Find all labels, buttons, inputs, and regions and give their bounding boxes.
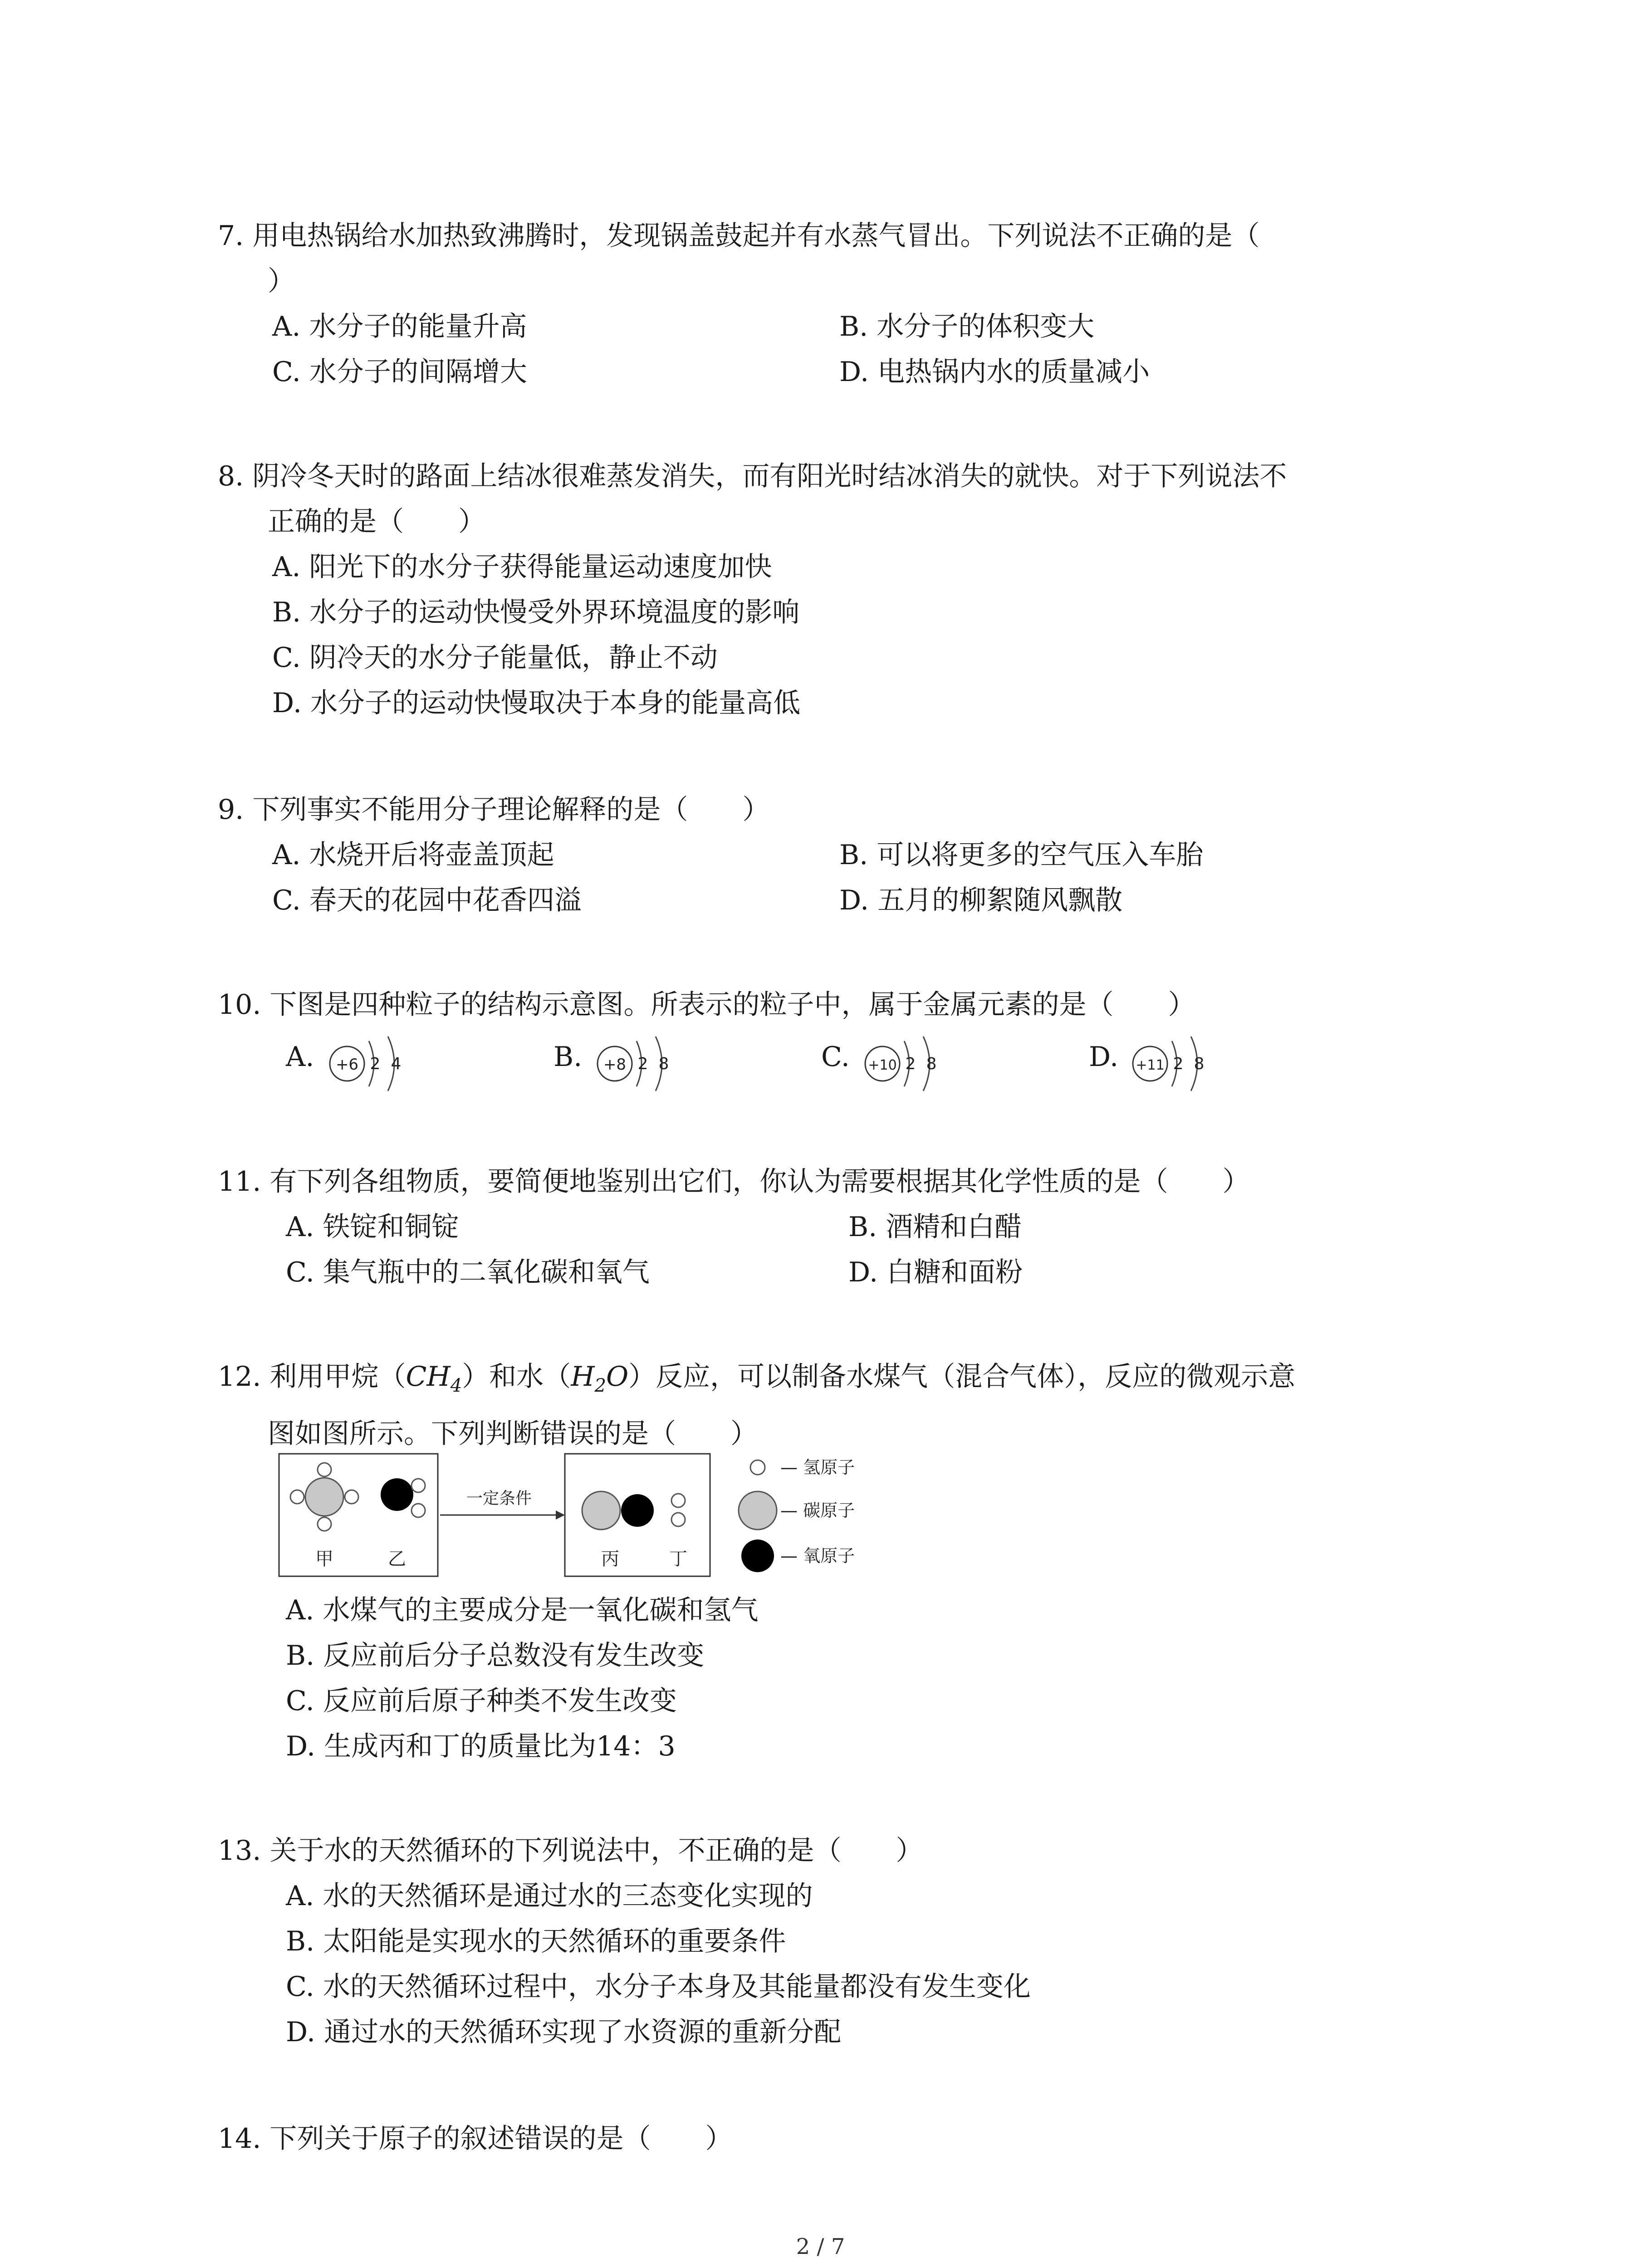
q10-option-b-letter: B. [554,1041,583,1073]
nucleus-charge: +11 [1136,1057,1165,1073]
q12-stem-pre: 12. 利用甲烷（ [218,1361,406,1393]
chem-ch4: $CH_4$ [406,1361,462,1396]
chem-h2o: $H_2O$ [571,1361,629,1396]
hydrogen-atom [411,1479,425,1492]
question-12-stem-continued: 图如图所示。下列判断错误的是（ ） [268,1418,758,1450]
hydrogen-atom [290,1490,304,1504]
page-number: 2 / 7 [796,2234,845,2259]
nucleus-charge: +8 [603,1056,627,1074]
q11-option-a[interactable]: A. 铁锭和铜锭 [286,1211,459,1243]
legend-carbon-label: — 碳原子 [780,1501,855,1520]
shell-2-electrons: 8 [1194,1055,1205,1073]
hydrogen-atom [345,1490,358,1504]
question-13-stem: 13. 关于水的天然循环的下列说法中，不正确的是（ ） [218,1835,923,1867]
q10-option-b[interactable] [554,1034,669,1080]
q9-option-b[interactable]: B. 可以将更多的空气压入车胎 [839,839,1204,871]
q8-option-a[interactable]: A. 阳光下的水分子获得能量运动速度加快 [272,551,772,583]
hydrogen-atom [671,1513,685,1526]
q8-option-b[interactable]: B. 水分子的运动快慢受外界环境温度的影响 [272,596,800,628]
label-jia: 甲 [315,1549,333,1569]
hydrogen-atom [318,1517,331,1531]
oxygen-atom [621,1494,654,1527]
q7-option-d[interactable]: D. 电热锅内水的质量减小 [839,356,1150,388]
question-8-stem-continued: 正确的是（ ） [268,506,485,538]
atom-structure-diagram-b [592,1027,692,1100]
arrow-label: 一定条件 [466,1489,532,1508]
q7-option-b[interactable]: B. 水分子的体积变大 [839,311,1095,342]
reaction-micro-diagram [277,1452,1025,1583]
q13-option-b[interactable]: B. 太阳能是实现水的天然循环的重要条件 [286,1926,786,1957]
question-9-stem: 9. 下列事实不能用分子理论解释的是（ ） [218,794,770,826]
carbon-atom [582,1491,620,1530]
atom-structure-diagram-a [324,1027,424,1100]
question-12-stem [218,1354,1443,1408]
q13-option-a[interactable]: A. 水的天然循环是通过水的三态变化实现的 [286,1880,813,1912]
q12-option-a[interactable]: A. 水煤气的主要成分是一氧化碳和氢气 [286,1594,759,1626]
label-yi: 乙 [388,1549,406,1569]
q9-option-a[interactable]: A. 水烧开后将壶盖顶起 [272,839,554,871]
legend-hydrogen-label: — 氢原子 [780,1457,855,1477]
q10-option-c-letter: C. [821,1041,850,1073]
question-7-stem-continued: ） [268,265,295,297]
q12-option-d[interactable]: D. 生成丙和丁的质量比为14：3 [286,1730,676,1762]
legend-oxygen-symbol [741,1540,774,1572]
nucleus-charge: +10 [868,1057,897,1073]
q12-option-c[interactable]: C. 反应前后原子种类不发生改变 [286,1685,677,1717]
q11-option-c[interactable]: C. 集气瓶中的二氧化碳和氧气 [286,1256,650,1288]
shell-2-electrons: 8 [658,1055,669,1073]
nucleus-charge: +6 [335,1056,359,1074]
hydrogen-atom [318,1463,331,1476]
hydrogen-atom [411,1504,425,1517]
carbon-atom [305,1478,343,1516]
q11-option-b[interactable]: B. 酒精和白醋 [848,1211,1022,1243]
q12-stem-post: ）反应，可以制备水煤气（混合气体），反应的微观示意 [628,1361,1296,1393]
hydrogen-atom [671,1494,685,1507]
question-11-stem: 11. 有下列各组物质，要简便地鉴别出它们，你认为需要根据其化学性质的是（ ） [218,1166,1250,1198]
q10-option-a[interactable] [286,1034,402,1080]
q10-option-c[interactable] [821,1034,937,1080]
label-bing: 丙 [601,1549,619,1569]
legend-carbon-symbol [739,1491,777,1530]
label-ding: 丁 [669,1549,687,1569]
shell-2-electrons: 4 [391,1055,402,1073]
question-7-stem: 7. 用电热锅给水加热致沸腾时，发现锅盖鼓起并有水蒸气冒出。下列说法不正确的是（ [218,220,1260,252]
q11-option-d[interactable]: D. 白糖和面粉 [848,1256,1023,1288]
q13-option-c[interactable]: C. 水的天然循环过程中，水分子本身及其能量都没有发生变化 [286,1971,1031,2003]
q10-option-d-letter: D. [1089,1041,1119,1073]
q12-stem-mid: ）和水（ [462,1361,571,1393]
shell-1-electrons: 2 [905,1055,916,1073]
q8-option-c[interactable]: C. 阴冷天的水分子能量低，静止不动 [272,642,718,674]
shell-1-electrons: 2 [637,1055,648,1073]
q7-option-a[interactable]: A. 水分子的能量升高 [272,311,527,342]
shell-1-electrons: 2 [1173,1055,1184,1073]
shell-1-electrons: 2 [370,1055,381,1073]
q13-option-d[interactable]: D. 通过水的天然循环实现了水资源的重新分配 [286,2016,842,2048]
q10-option-d[interactable] [1089,1034,1205,1080]
q12-option-b[interactable]: B. 反应前后分子总数没有发生改变 [286,1640,705,1672]
q8-option-d[interactable]: D. 水分子的运动快慢取决于本身的能量高低 [272,687,801,719]
q9-option-c[interactable]: C. 春天的花园中花香四溢 [272,885,582,916]
question-14-stem: 14. 下列关于原子的叙述错误的是（ ） [218,2123,733,2155]
legend-hydrogen-symbol [750,1460,765,1475]
atom-structure-diagram-c [860,1027,960,1100]
atom-structure-diagram-d [1127,1027,1227,1100]
question-8-stem: 8. 阴冷冬天时的路面上结冰很难蒸发消失，而有阳光时结冰消失的就快。对于下列说法不 [218,460,1287,492]
oxygen-atom [381,1478,413,1511]
legend-oxygen-label: — 氧原子 [780,1546,855,1566]
question-10-stem: 10. 下图是四种粒子的结构示意图。所表示的粒子中，属于金属元素的是（ ） [218,989,1195,1021]
q9-option-d[interactable]: D. 五月的柳絮随风飘散 [839,885,1123,916]
shell-2-electrons: 8 [926,1055,937,1073]
q7-option-c[interactable]: C. 水分子的间隔增大 [272,356,527,388]
q10-option-a-letter: A. [286,1041,314,1073]
